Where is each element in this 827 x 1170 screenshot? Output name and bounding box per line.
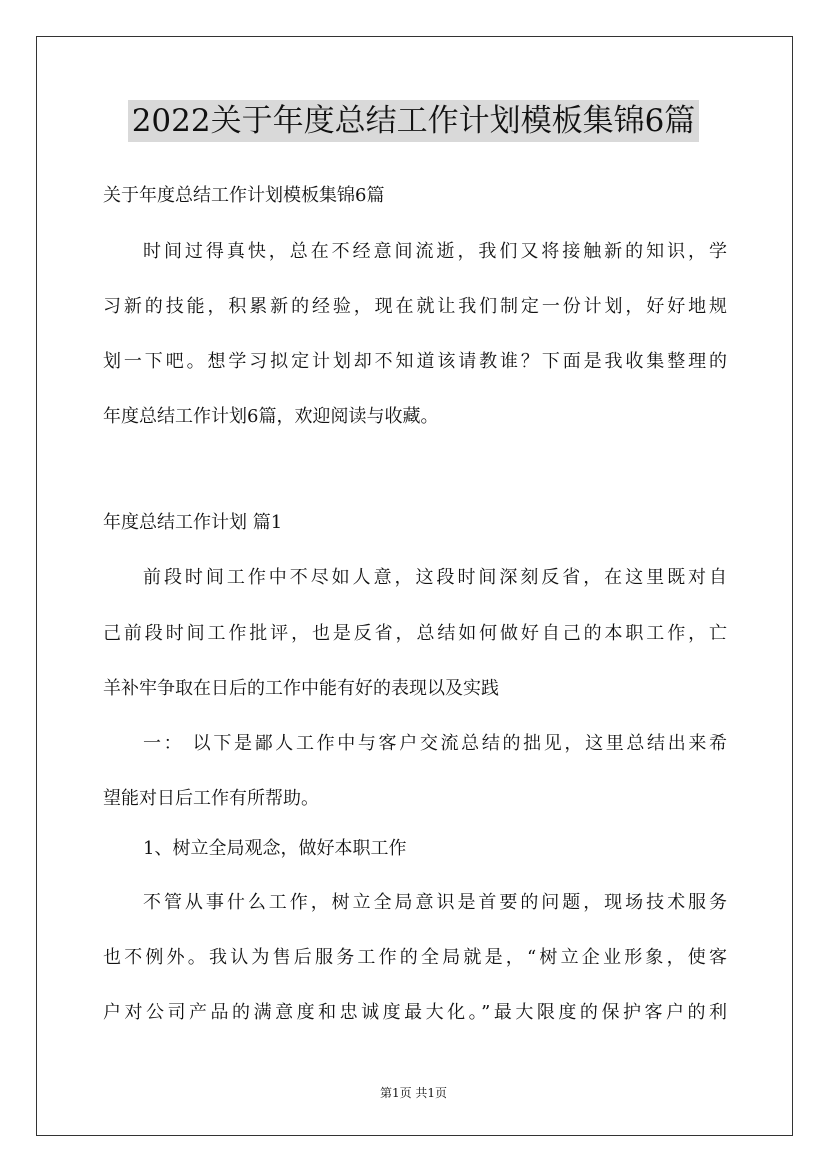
paragraph-line: 也不例外。我认为售后服务工作的全局就是，“树立企业形象，使客 — [103, 947, 727, 968]
paragraph-line: 户对公司产品的满意度和忠诚度最大化。”最大限度的保护客户的利 — [103, 1002, 727, 1023]
paragraph-line: 习新的技能，积累新的经验，现在就让我们制定一份计划，好好地规 — [103, 296, 727, 317]
paragraph-line: 己前段时间工作批评，也是反省，总结如何做好自己的本职工作，亡 — [103, 623, 727, 644]
sub-heading: 1、树立全局观念，做好本职工作 — [143, 838, 407, 859]
title-wrap — [0, 100, 827, 142]
paragraph-line: 前段时间工作中不尽如人意，这段时间深刻反省，在这里既对自 — [143, 567, 727, 588]
paragraph-line: 年度总结工作计划6篇，欢迎阅读与收藏。 — [103, 406, 439, 427]
document-title: 2022关于年度总结工作计划模板集锦6篇 — [128, 100, 700, 142]
paragraph-line: 羊补牢争取在日后的工作中能有好的表现以及实践 — [103, 678, 499, 699]
paragraph-line: 划一下吧。想学习拟定计划却不知道该请教谁？下面是我收集整理的 — [103, 351, 727, 372]
page-footer: 第1页 共1页 — [379, 1086, 448, 1100]
paragraph-line: 不管从事什么工作，树立全局意识是首要的问题，现场技术服务 — [143, 892, 727, 913]
paragraph-line: 望能对日后工作有所帮助。 — [103, 788, 319, 809]
section-heading: 年度总结工作计划 篇1 — [103, 512, 283, 533]
paragraph-line: 时间过得真快，总在不经意间流逝，我们又将接触新的知识，学 — [143, 241, 727, 262]
paragraph-line: 一： 以下是鄙人工作中与客户交流总结的拙见，这里总结出来希 — [143, 733, 727, 754]
subtitle-line: 关于年度总结工作计划模板集锦6篇 — [103, 185, 385, 206]
